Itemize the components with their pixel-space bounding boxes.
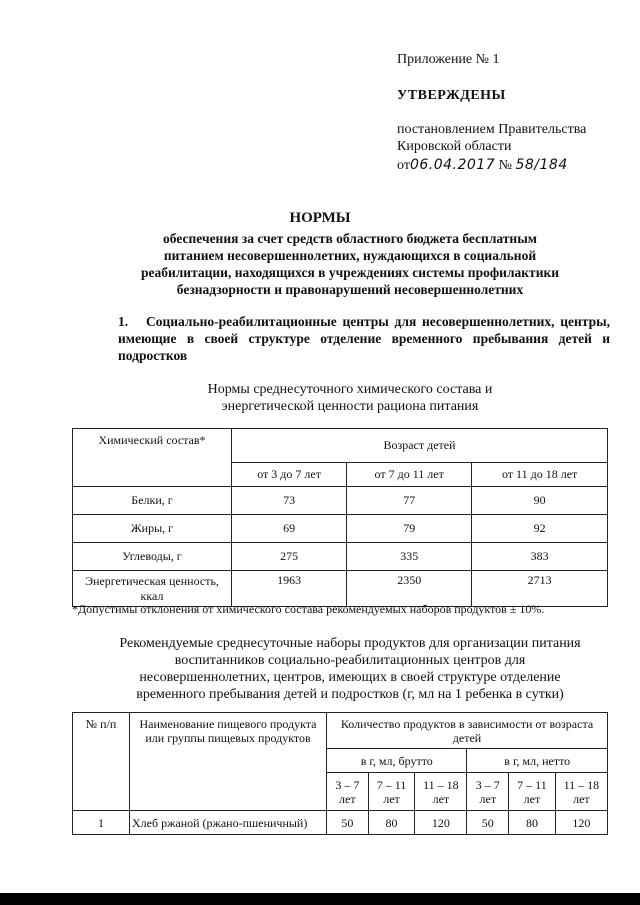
cell: 335 bbox=[347, 543, 472, 571]
food-sets-table bbox=[72, 712, 608, 835]
row-label: Жиры, г bbox=[73, 515, 232, 543]
row-label: Энергетическая ценность, ккал bbox=[73, 571, 232, 607]
table2-caption-line-1: Рекомендуемые среднесуточные наборы продуктов для организации питания bbox=[119, 636, 581, 651]
decree-date-line bbox=[397, 157, 627, 174]
table1-caption-line-2: энергетической ценности рациона питания bbox=[221, 399, 479, 414]
handwritten-number: 58/184 bbox=[515, 157, 568, 173]
header-num: № п/п bbox=[73, 713, 130, 811]
table2-caption-line-4: временного пребывания детей и подростков (г, мл на 1 ребенка в сутки) bbox=[136, 687, 564, 702]
subtitle-line-2: питанием несовершеннолетних, нуждающихся в социальной bbox=[163, 248, 537, 263]
row-label: Белки, г bbox=[73, 487, 232, 515]
cell: 69 bbox=[232, 515, 347, 543]
cell: 50 bbox=[467, 811, 509, 835]
chemical-composition-table bbox=[72, 428, 608, 607]
cell: 80 bbox=[368, 811, 415, 835]
table1-caption bbox=[150, 381, 550, 415]
table-row bbox=[73, 811, 608, 835]
age-col-5: 7 – 11 лет bbox=[509, 773, 556, 811]
cell: 2713 bbox=[472, 571, 608, 607]
age-group-3: от 11 до 18 лет bbox=[472, 463, 608, 487]
cell: 92 bbox=[472, 515, 608, 543]
document-subtitle bbox=[100, 230, 600, 298]
cell: 2350 bbox=[347, 571, 472, 607]
subtitle-line-1: обеспечения за счет средств областного бюджета бесплатным bbox=[163, 231, 537, 246]
age-col-4: 3 – 7 лет bbox=[467, 773, 509, 811]
age-group-1: от 3 до 7 лет bbox=[232, 463, 347, 487]
cell: 80 bbox=[509, 811, 556, 835]
header-product-name: Наименование пищевого продукта или группы пищевых продуктов bbox=[130, 713, 327, 811]
header-composition: Химический состав* bbox=[73, 429, 232, 487]
table-row bbox=[73, 515, 608, 543]
table2-caption-line-3: несовершеннолетних, центров, имеющих в своей структуре отделение bbox=[139, 670, 561, 685]
header-net: в г, мл, нетто bbox=[467, 749, 608, 773]
subtitle-line-3: реабилитации, находящихся в учреждениях системы профилактики bbox=[140, 265, 560, 280]
table1-caption-line-1: Нормы среднесуточного химического состава и bbox=[207, 382, 493, 397]
decree-line-1: постановлением Правительства bbox=[397, 122, 587, 137]
age-col-3: 11 – 18 лет bbox=[415, 773, 467, 811]
table2-caption bbox=[90, 635, 610, 703]
table-row bbox=[73, 543, 608, 571]
row-label: Углеводы, г bbox=[73, 543, 232, 571]
header-quantity: Количество продуктов в зависимости от возраста детей bbox=[327, 713, 608, 749]
table-row bbox=[73, 487, 608, 515]
cell: 120 bbox=[555, 811, 607, 835]
row-name: Хлеб ржаной (ржано-пшеничный) bbox=[130, 811, 327, 835]
cell: 120 bbox=[415, 811, 467, 835]
cell: 73 bbox=[232, 487, 347, 515]
cell: 50 bbox=[327, 811, 369, 835]
cell: 79 bbox=[347, 515, 472, 543]
number-prefix: № bbox=[498, 158, 512, 173]
appendix-label: Приложение № 1 bbox=[397, 52, 500, 67]
cell: 1963 bbox=[232, 571, 347, 607]
date-prefix: от bbox=[397, 158, 410, 173]
document-title: НОРМЫ bbox=[289, 210, 351, 226]
cell: 383 bbox=[472, 543, 608, 571]
section-1-heading bbox=[118, 313, 610, 364]
section-number: 1. bbox=[118, 314, 129, 329]
row-num: 1 bbox=[73, 811, 130, 835]
cell: 77 bbox=[347, 487, 472, 515]
scan-bottom-edge bbox=[0, 893, 640, 905]
approved-label: УТВЕРЖДЕНЫ bbox=[397, 88, 506, 103]
cell: 275 bbox=[232, 543, 347, 571]
age-col-2: 7 – 11 лет bbox=[368, 773, 415, 811]
age-col-1: 3 – 7 лет bbox=[327, 773, 369, 811]
decree-block bbox=[397, 121, 627, 174]
age-group-2: от 7 до 11 лет bbox=[347, 463, 472, 487]
subtitle-line-4: безнадзорности и правонарушений несовершеннолетних bbox=[176, 282, 524, 297]
age-col-6: 11 – 18 лет bbox=[555, 773, 607, 811]
header-gross: в г, мл, брутто bbox=[327, 749, 467, 773]
handwritten-date: 06.04.2017 bbox=[409, 157, 496, 173]
table1-footnote: *Допустимы отклонения от химического состава рекомендуемых наборов продуктов ± 10%. bbox=[72, 602, 545, 616]
section-text: Социально-реабилитационные центры для несовершеннолетних, центры, имеющие в своей структуре отделение временного пребывания детей и подростков bbox=[118, 314, 610, 363]
header-age: Возраст детей bbox=[232, 429, 608, 463]
decree-line-2: Кировской области bbox=[397, 139, 512, 154]
table2-caption-line-2: воспитанников социально-реабилитационных центров для bbox=[174, 653, 526, 668]
cell: 90 bbox=[472, 487, 608, 515]
